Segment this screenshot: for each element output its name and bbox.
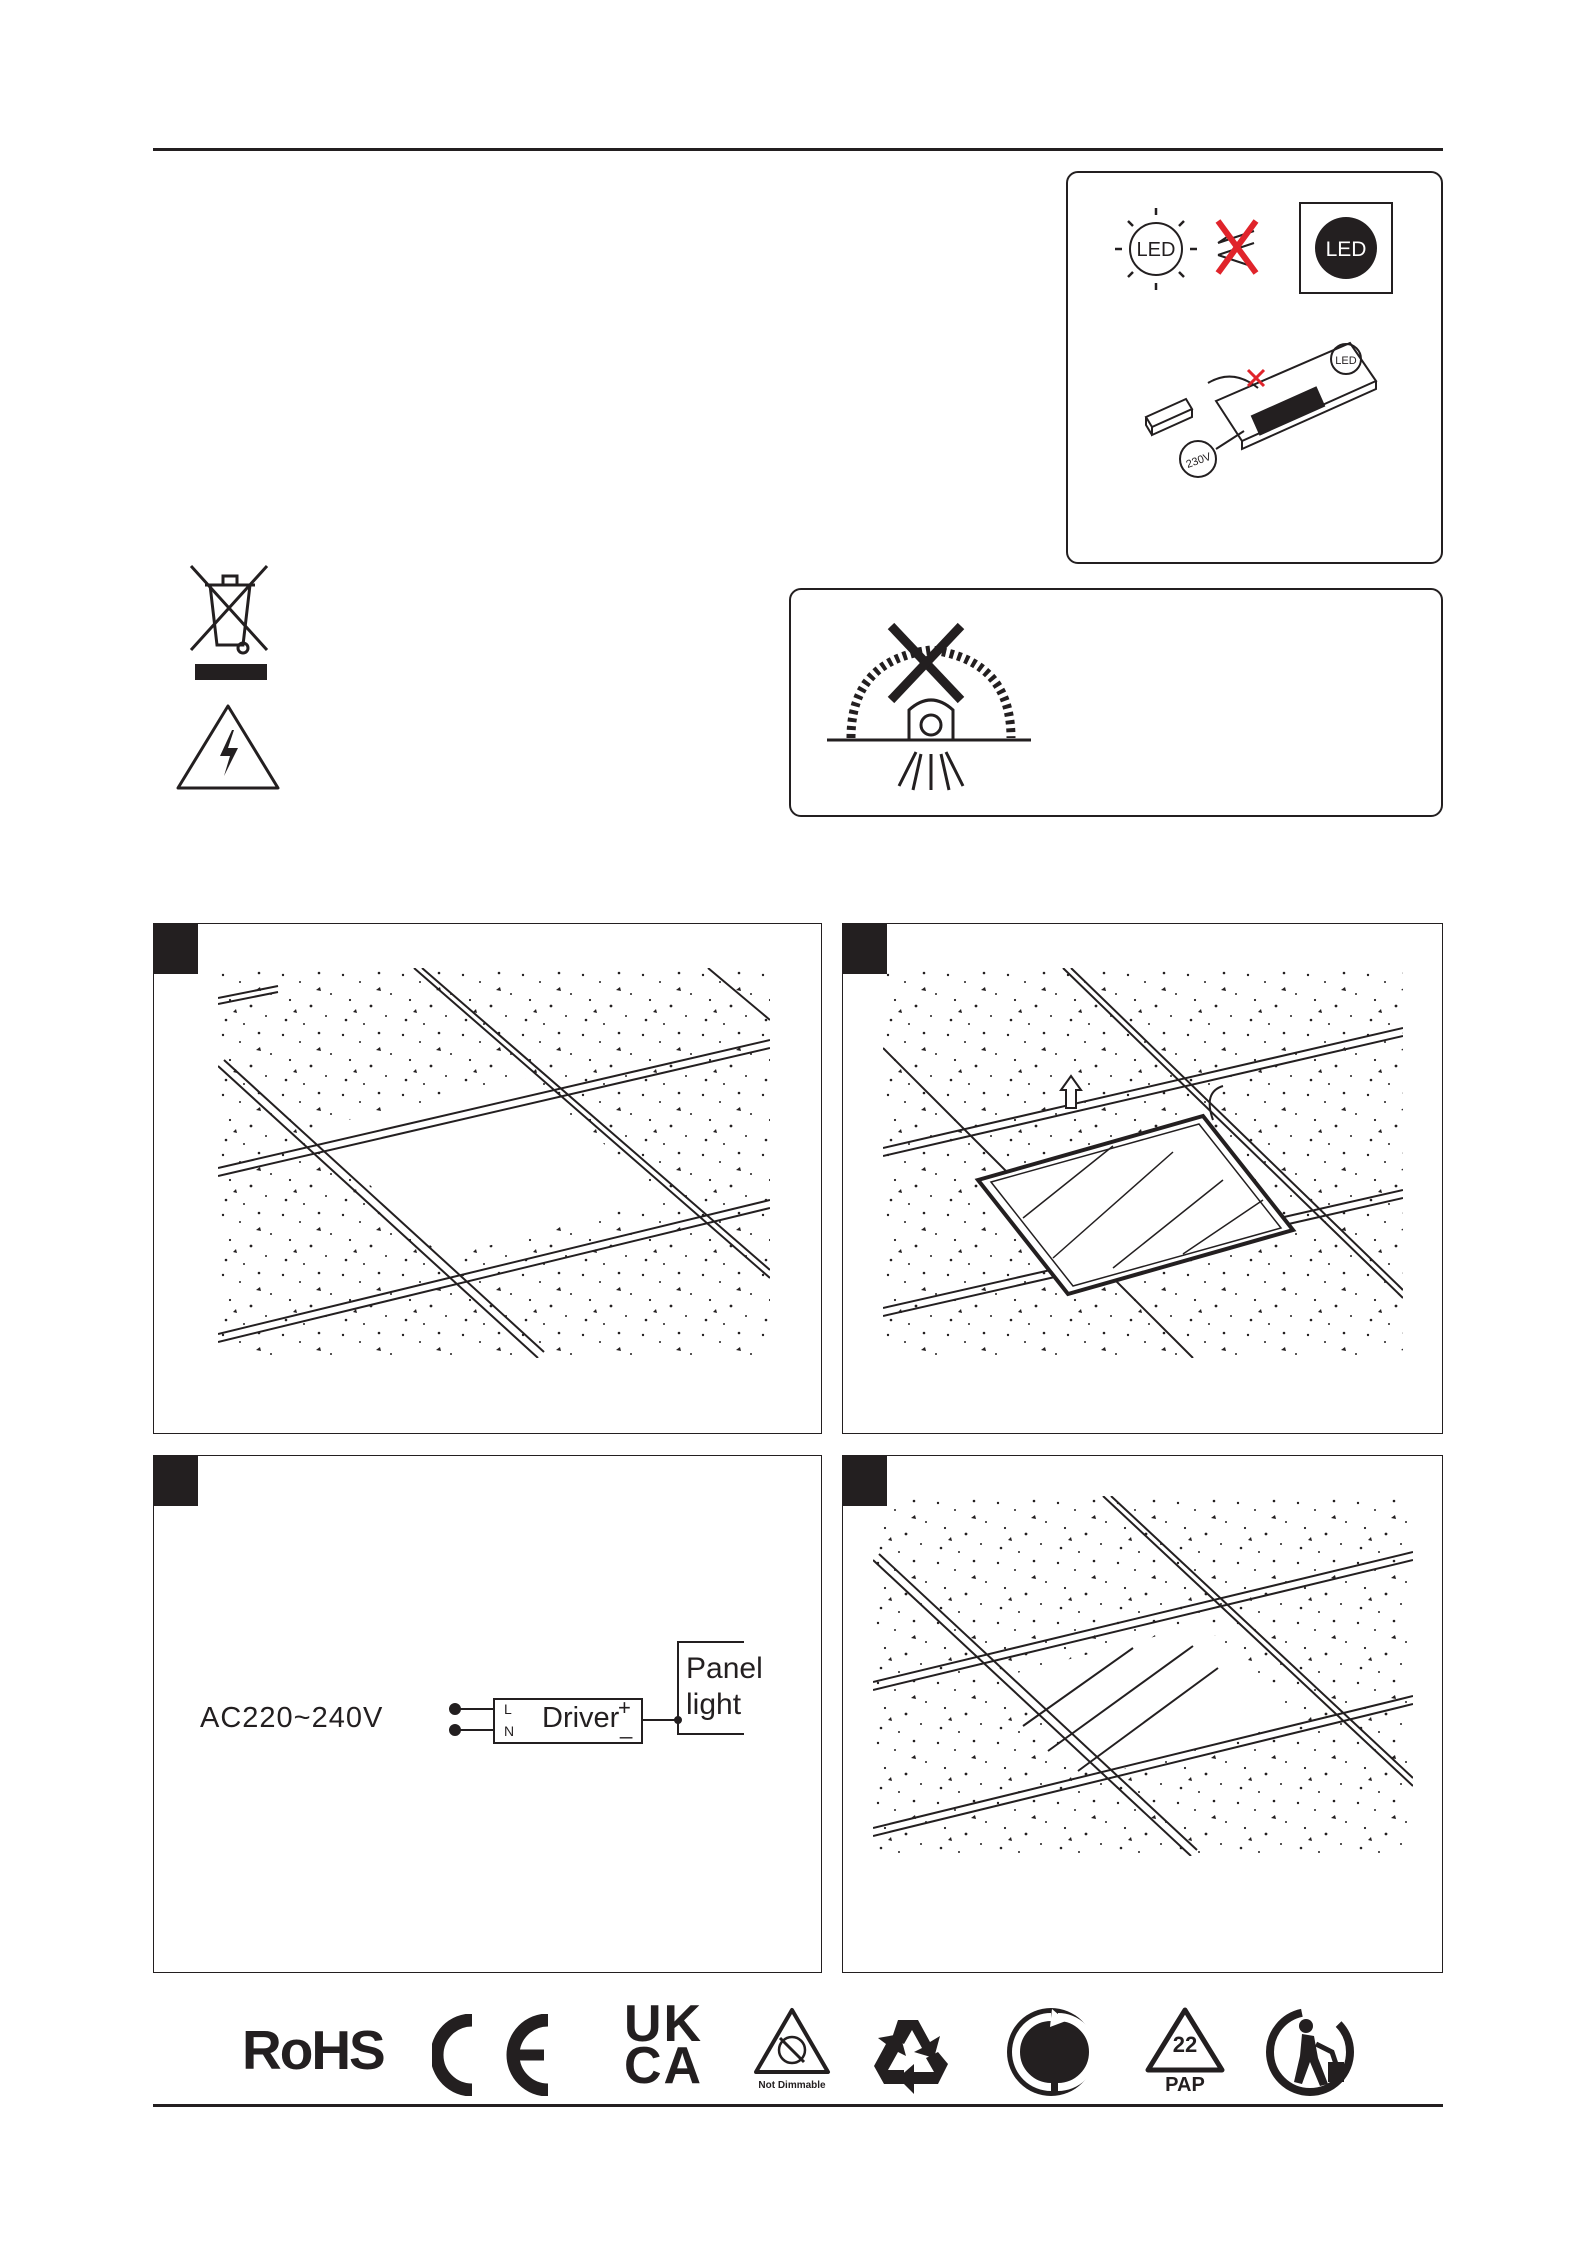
pap-label: PAP [1165, 2074, 1205, 2096]
step-1-panel [153, 923, 822, 1434]
ce-mark-icon [432, 2014, 560, 2096]
driver-led-label: LED [1335, 355, 1357, 367]
weee-bin-icon [185, 560, 275, 686]
tidyman-recycle-icon [1262, 2004, 1358, 2100]
step-3-panel [153, 1455, 822, 1973]
driver-label: Driver [542, 1702, 620, 1734]
not-dimmable-badge [750, 2004, 834, 2102]
panel-label-2: light [686, 1688, 742, 1721]
step-2-marker [843, 924, 887, 974]
step-2-insert-panel [883, 968, 1403, 1358]
panel-label-1: Panel [686, 1652, 763, 1685]
driver-plus: + [618, 1695, 631, 1720]
insulation-warning-box [789, 588, 1443, 817]
led-warning-box [1066, 171, 1443, 564]
step-3-marker [154, 1456, 198, 1506]
no-insulation-cover-icon [791, 590, 1445, 819]
supply-voltage-label: AC220~240V [200, 1702, 384, 1734]
led-warning-graphics [1068, 173, 1445, 566]
rohs-logo: RoHS [242, 2019, 384, 2081]
terminal-n: N [504, 1723, 515, 1739]
led-label-a: LED [1136, 239, 1176, 261]
electric-hazard-icon [172, 700, 284, 794]
bottom-rule [153, 2104, 1443, 2107]
voltage-label: 230V [1184, 450, 1213, 471]
not-dimmable-icon [750, 2004, 834, 2084]
green-dot-icon [1004, 2005, 1098, 2099]
pap-22-mark [1140, 2004, 1230, 2100]
recycle-icon [868, 2012, 958, 2096]
led-label-b: LED [1325, 238, 1367, 261]
red-cross-icon [1218, 221, 1256, 273]
step-4-installed-panel [873, 1496, 1413, 1856]
driver-minus: _ [620, 1714, 633, 1739]
pap-number: 22 [1172, 2032, 1198, 2057]
ukca-bottom: CA [624, 2037, 704, 2095]
ukca-top: UK [624, 1995, 704, 2053]
step-1-marker [154, 924, 198, 974]
ukca-mark [624, 1995, 704, 2095]
step-4-panel [842, 1455, 1443, 1973]
top-rule [153, 148, 1443, 151]
step-2-panel [842, 923, 1443, 1434]
terminal-l: L [504, 1701, 512, 1717]
step-1-ceiling-open [218, 968, 770, 1358]
not-dimmable-label: Not Dimmable [758, 2080, 826, 2091]
